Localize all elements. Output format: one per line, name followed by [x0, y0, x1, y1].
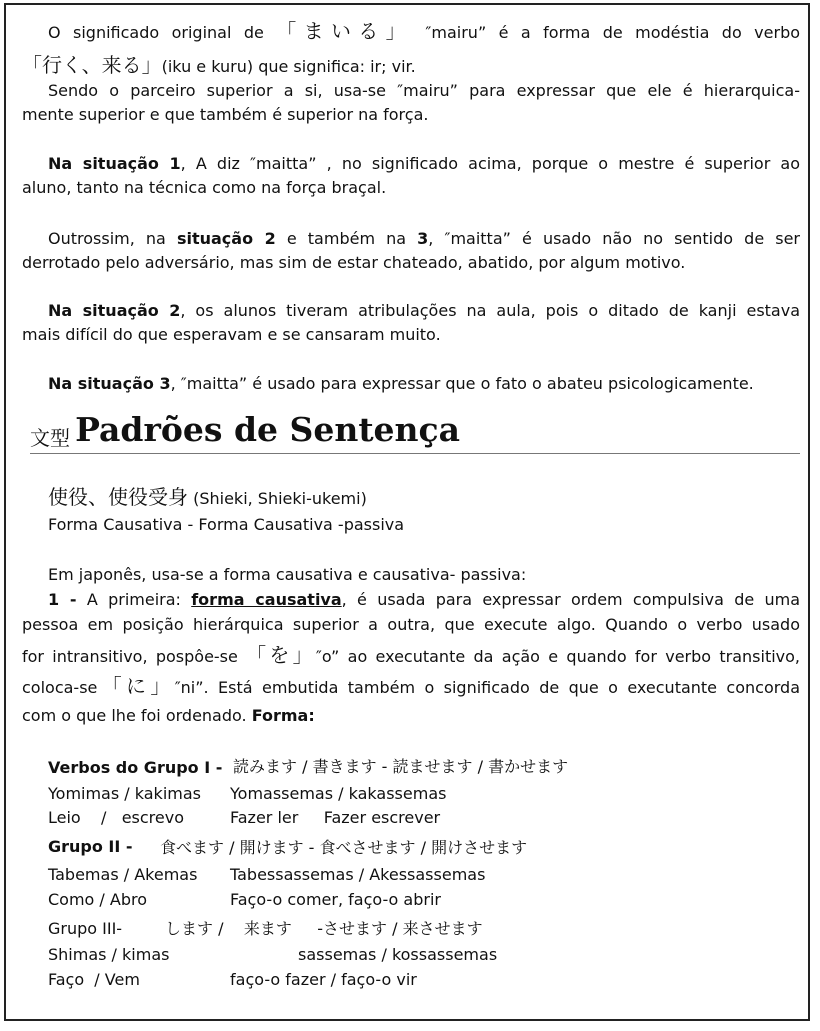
group3-meaning-causative: faço-o fazer / faço-o vir — [230, 970, 417, 989]
sit1-line-2: aluno, tanto na técnica como na força braçal. — [22, 178, 387, 197]
group2-japanese: 食べます / 開けます - 食べさせます / 開けさせます — [160, 838, 528, 857]
group2-meaning-present: Como / Abro — [48, 890, 148, 909]
sit1-line-1: Na situação 1, A diz ″maitta” , no significado acima, porque o mestre é superior ao — [48, 154, 801, 173]
heading-kanji: 文型 — [30, 426, 70, 450]
sit2-line-1: Na situação 2, os alunos tiveram atribulações na aula, pois o ditado de kanji estava — [48, 301, 801, 320]
group3-meaning-present: Faço / Vem — [48, 970, 140, 989]
heading-divider — [30, 453, 800, 454]
sit2-line-2: mais difícil do que esperavam e se cansaram muito. — [22, 325, 441, 344]
group3-japanese: します / 来ます -させます / 来させます — [165, 919, 483, 938]
group1-label: Verbos do Grupo I - — [48, 758, 223, 777]
group2-romaji-causative: Tabessassemas / Akessassemas — [230, 865, 486, 884]
group2-meaning-causative: Faço-o comer, faço-o abrir — [230, 890, 441, 909]
intro-line-1: O significado original de 「まいる」 ″mairu” é a forma de modéstia do verbo — [48, 19, 801, 43]
heading-title: Padrões de Sentença — [75, 410, 461, 449]
subtitle-translation: Forma Causativa - Forma Causativa -passiva — [48, 515, 405, 534]
group3-romaji-present: Shimas / kimas — [48, 945, 170, 964]
explain-line-1: Em japonês, usa-se a forma causativa e causativa- passiva: — [48, 565, 527, 584]
intro-line-3: Sendo o parceiro superior a si, usa-se ″mairu” para expressar que ele é hierarquica- — [48, 81, 800, 100]
explain-line-4: for intransitivo, pospôe-se 「を」″o” ao executante da ação e quando for verbo transitivo, — [22, 643, 801, 667]
group1-meaning-present: Leio / escrevo — [48, 808, 185, 827]
group1-romaji-causative: Yomassemas / kakassemas — [230, 784, 447, 803]
intro-line-2: 「行く、来る」(iku e kuru) que significa: ir; vir. — [22, 53, 416, 77]
outro-line-2: derrotado pelo adversário, mas sim de estar chateado, abatido, por algum motivo. — [22, 253, 686, 272]
section-heading — [30, 410, 460, 451]
group1-romaji-present: Yomimas / kakimas — [48, 784, 201, 803]
intro-line-4: mente superior e que também é superior na força. — [22, 105, 429, 124]
explain-line-2: 1 - A primeira: forma causativa, é usada para expressar ordem compulsiva de uma — [48, 590, 801, 609]
explain-line-3: pessoa em posição hierárquica superior a outra, que execute algo. Quando o verbo usado — [22, 615, 800, 634]
group1-meaning-causative: Fazer ler Fazer escrever — [230, 808, 441, 827]
sit3-line-1: Na situação 3, ″maitta” é usado para expressar que o fato o abateu psicologicamente. — [48, 374, 754, 393]
group3-romaji-causative: sassemas / kossassemas — [298, 945, 498, 964]
group3-label: Grupo III- — [48, 919, 123, 938]
outro-line-1: Outrossim, na situação 2 e também na 3, ″maitta” é usado não no sentido de ser — [48, 229, 800, 248]
group2-label: Grupo II - — [48, 837, 133, 856]
group2-romaji-present: Tabemas / Akemas — [48, 865, 198, 884]
group1-japanese: 読みます / 書きます - 読ませます / 書かせます — [233, 757, 569, 776]
explain-line-6: com o que lhe foi ordenado. Forma: — [22, 706, 315, 725]
explain-line-5: coloca-se「に」″ni”. Está embutida também o significado de que o executante concorda — [22, 674, 801, 698]
subtitle-line: 使役、使役受身 (Shieki, Shieki-ukemi) — [48, 485, 367, 509]
